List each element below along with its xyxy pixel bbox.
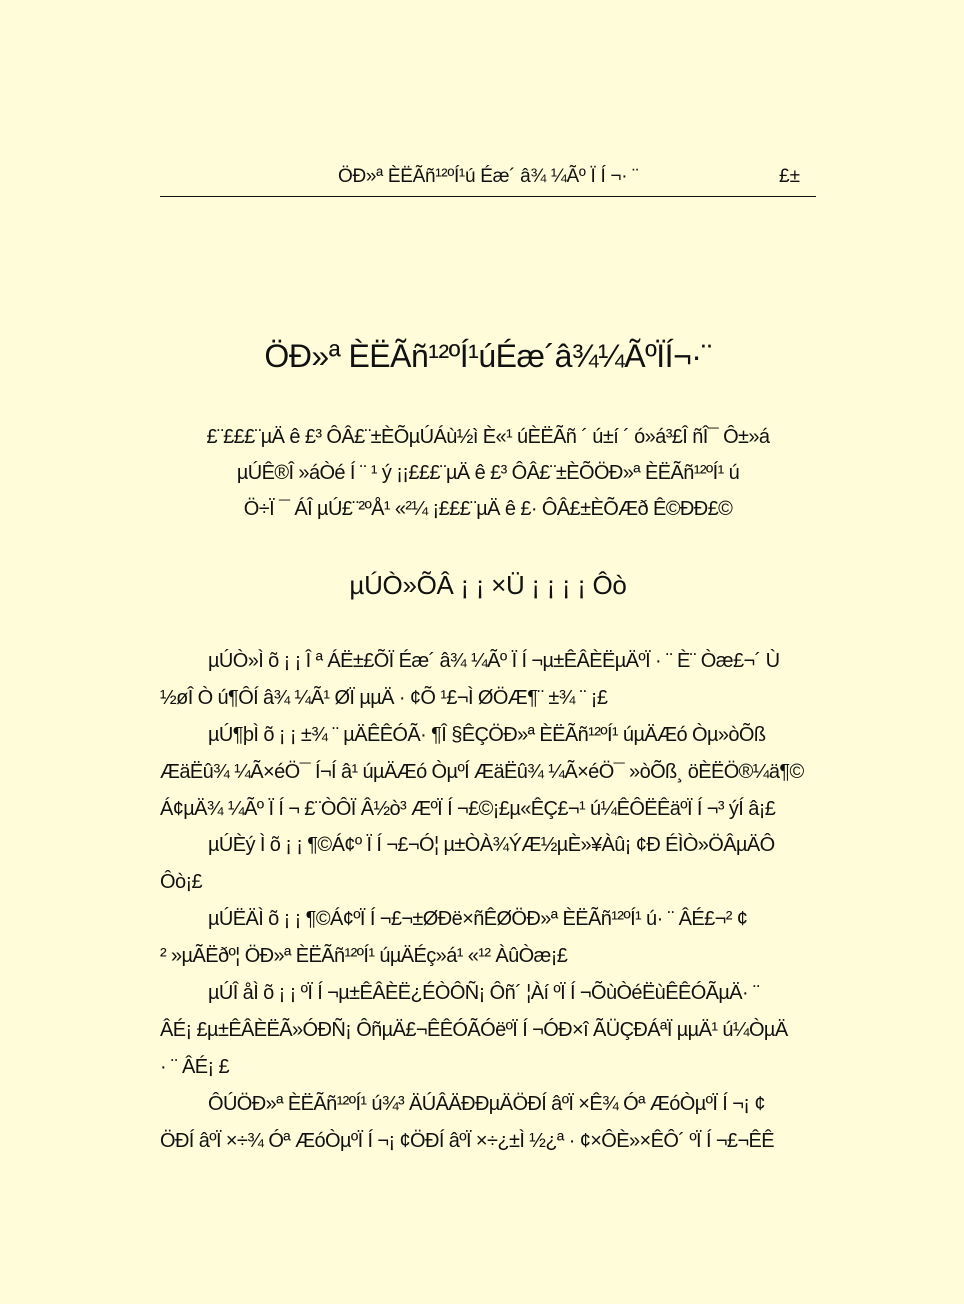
abstract-line: £¨£££¨µÄ ê £³ ÔÂ£¨±ÈÕµÚÁù½ì È«¹ úÈËÃñ ´ ú±í ´ ó»á³£Î ñÎ¯ Ô±»á bbox=[206, 426, 770, 448]
page-number: £± bbox=[779, 166, 800, 187]
running-title: ÖÐ»ª ÈËÃñ¹²ºÍ¹ú Éæ´ â¾ ¼Ãº Ï Í ¬· ¨ bbox=[338, 166, 639, 187]
body-line: ÂÉ¡ £µ±ÊÂÈËÃ»ÓÐÑ¡ ÔñµÄ£¬ÊÊÓÃÓëºÏ Í ¬ÓÐ×î ÃÜÇÐÁªÏ µµÄ¹ ú¼ÒµÄ bbox=[160, 1018, 788, 1041]
body-line: · ¨ ÂÉ¡ £ bbox=[160, 1055, 230, 1078]
body-line: Á¢µÄ¾ ¼Ãº Ï Í ¬ £¨ÒÔÏ Â½ò³ ÆºÏ Í ¬£©¡£µ«ÊÇ£¬¹ ú¼ÊÔËÊäºÏ Í ¬³ ýÍ â¡£ bbox=[160, 797, 776, 820]
header-rule bbox=[160, 196, 816, 197]
body-line: ÖÐÍ âºÏ ×÷¾ Óª ÆóÒµºÏ Í ¬¡ ¢ÖÐÍ âºÏ ×÷¿±Ì ½¿ª · ¢×ÔÈ»×ÊÔ´ ºÏ Í ¬£¬ÊÊ bbox=[160, 1129, 775, 1152]
abstract-line: µÚÊ®Î »áÒé Í ¨ ¹ ý ¡¡£££¨µÄ ê £³ ÔÂ£¨±ÈÕÖÐ»ª ÈËÃñ¹²ºÍ¹ ú bbox=[236, 462, 740, 484]
section-heading: µÚÒ»ÕÂ ¡ ¡ ×Ü ¡ ¡ ¡ ¡ Ôò bbox=[349, 570, 627, 600]
body-line: µÚÒ»Ì õ ¡ ¡ Î ª ÁË±£ÕÏ Éæ´ â¾ ¼Ãº Ï Í ¬µ±ÊÂÈËµÄºÏ · ¨ È¨ Òæ£¬´ Ù bbox=[208, 650, 780, 672]
body-line: µÚ¶þÌ õ ¡ ¡ ±¾ ¨ µÄÊÊÓÃ· ¶Î §ÊÇÖÐ»ª ÈËÃñ¹²ºÍ¹ úµÄÆó Òµ»òÕß bbox=[208, 723, 766, 746]
body-text bbox=[160, 646, 832, 1162]
body-line: ² »µÃËðº¦ ÖÐ»ª ÈËÃñ¹²ºÍ¹ úµÄÉç»á¹ «¹² ÀûÒæ¡£ bbox=[160, 945, 568, 968]
body-line: ÔÚÖÐ»ª ÈËÃñ¹²ºÍ¹ ú¾³ ÄÚÂÄÐÐµÄÖÐÍ âºÏ ×Ê¾ Óª ÆóÒµºÏ Í ¬¡ ¢ bbox=[208, 1092, 765, 1115]
running-header bbox=[160, 166, 816, 190]
abstract-block bbox=[160, 422, 816, 530]
body-line: µÚÈý Ì õ ¡ ¡ ¶©Á¢º Ï Í ¬£¬Ó¦ µ±ÒÀ¾ÝÆ½µÈ»¥Àû¡ ¢Ð ÉÌÒ»ÖÂµÄÔ bbox=[208, 834, 775, 857]
body-line: µÚÎ åÌ õ ¡ ¡ ºÏ Í ¬µ±ÊÂÈË¿ÉÒÔÑ¡ Ôñ´ ¦Àí ºÏ Í ¬ÕùÒéËùÊÊÓÃµÄ· ¨ bbox=[208, 982, 760, 1005]
body-line: µÚËÄÌ õ ¡ ¡ ¶©Á¢ºÏ Í ¬£¬±ØÐë×ñÊØÖÐ»ª ÈËÃñ¹²ºÍ¹ ú· ¨ ÂÉ£¬² ¢ bbox=[208, 908, 748, 931]
abstract-line: Ö÷Ï ¯ ÁÎ µÚ£¨²ºÅ¹ «²¼ ¡£££¨µÄ ê £· ÔÂ£±ÈÕÆð Ê©ÐÐ£© bbox=[243, 498, 733, 520]
body-line: ÆäËû¾ ¼Ã×éÖ¯ Í¬Í â¹ úµÄÆó ÒµºÍ ÆäËû¾ ¼Ã×éÖ¯ »òÕß¸ öÈËÖ®¼ä¶© bbox=[160, 760, 804, 783]
body-line: Ôò¡£ bbox=[160, 871, 203, 894]
document-title: ÖÐ»ª ÈËÃñ¹²ºÍ¹úÉæ´â¾¼ÃºÏÍ¬·¨ bbox=[264, 338, 712, 374]
body-line: ½øÎ Ò ú¶ÔÍ â¾ ¼Ã¹ ØÏ µµÄ · ¢Õ ¹£¬Ì ØÖÆ¶¨ ±¾ ¨ ¡£ bbox=[160, 686, 608, 709]
